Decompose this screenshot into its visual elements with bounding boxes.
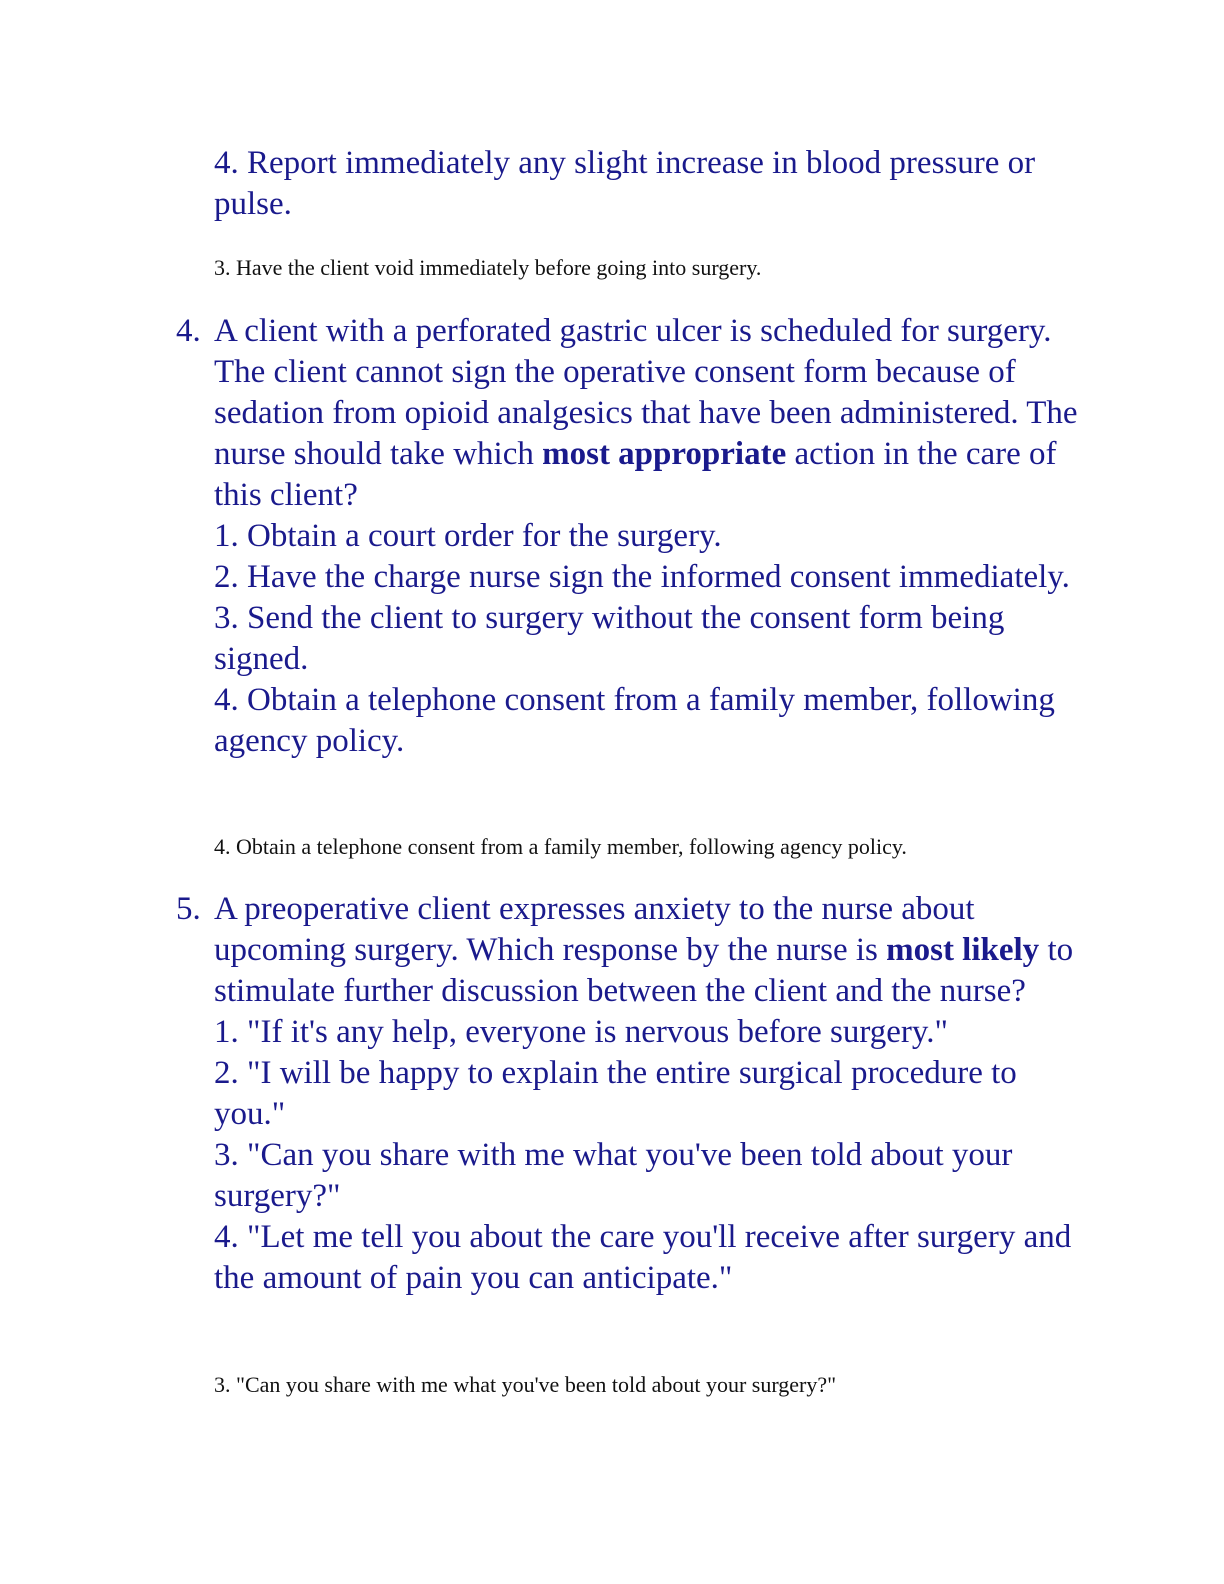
stem-text: A client with a perforated gastric ulcer is scheduled for surgery. The client cannot sign the operative consent form because of sedation from opioid analgesics that have been administered. The nurse should take which [214, 313, 1078, 472]
stem-text: A preoperative client expresses anxiety to the nurse about upcoming surgery. Which response by the nurse is [214, 891, 975, 968]
question-stem [214, 311, 1096, 516]
option-2: 2. "I will be happy to explain the entire surgical procedure to you." [214, 1055, 1017, 1132]
option-3: 3. Send the client to surgery without the consent form being signed. [214, 600, 1005, 677]
previous-question-answer: 3. Have the client void immediately before going into surgery. [214, 255, 762, 280]
question-5 [176, 889, 1096, 1299]
stem-emphasis: most likely [886, 932, 1040, 968]
option-1: 1. "If it's any help, everyone is nervous before surgery." [214, 1014, 948, 1050]
option-3: 3. "Can you share with me what you've been told about your surgery?" [214, 1137, 1013, 1214]
question-stem [214, 889, 1096, 1012]
option-4: 4. "Let me tell you about the care you'll receive after surgery and the amount of pain you can anticipate." [214, 1219, 1072, 1296]
stem-text-end: action in the care of this client? [214, 436, 1057, 513]
question-5-answer: 3. "Can you share with me what you've been told about your surgery?" [214, 1372, 837, 1397]
option-2: 2. Have the charge nurse sign the informed consent immediately. [214, 559, 1070, 595]
question-4-answer: 4. Obtain a telephone consent from a family member, following agency policy. [214, 834, 907, 859]
stem-text-end: to stimulate further discussion between the client and the nurse? [214, 932, 1074, 1009]
previous-question-option-4: 4. Report immediately any slight increase in blood pressure or pulse. [214, 145, 1036, 222]
stem-emphasis: most appropriate [542, 436, 787, 472]
option-4: 4. Obtain a telephone consent from a family member, following agency policy. [214, 682, 1055, 759]
question-number: 4. [176, 313, 201, 349]
question-4 [176, 311, 1096, 762]
option-1: 1. Obtain a court order for the surgery. [214, 518, 722, 554]
question-number: 5. [176, 891, 201, 927]
